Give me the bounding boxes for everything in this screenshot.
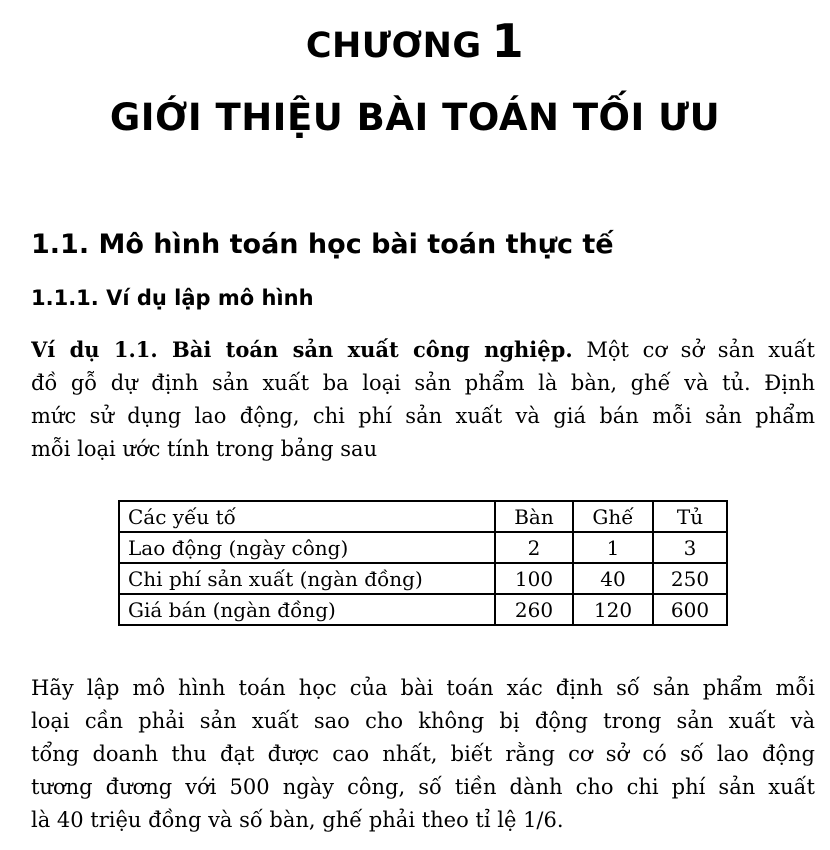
table-header-cell: Bàn [495,501,573,532]
example-line-1 [31,333,815,367]
table-cell: Giá bán (ngàn đồng) [119,594,495,625]
table-cell: 40 [573,563,653,594]
table-cell: 600 [653,594,727,625]
subsection-heading: 1.1.1. Ví dụ lập mô hình [31,286,314,310]
example-label: Ví dụ 1.1. Bài toán sản xuất công nghiệp. [31,337,573,362]
table-cell: Chi phí sản xuất (ngàn đồng) [119,563,495,594]
section-heading: 1.1. Mô hình toán học bài toán thực tế [31,229,614,260]
table-header-cell: Ghế [573,501,653,532]
table-cell: Lao động (ngày công) [119,532,495,563]
example-paragraph [31,333,815,466]
table-header-cell: Các yếu tố [119,501,495,532]
example-line-text: Một cơ sở sản xuất [572,338,815,362]
table-header-cell: Tủ [653,501,727,532]
chapter-number: 1 [491,14,525,68]
problem-line-1: Hãy lập mô hình toán học của bài toán xác định số sản phẩm mỗi [31,676,815,700]
problem-line-3: tổng doanh thu đạt được cao nhất, biết rằng cơ sở có số lao động [31,742,815,766]
table-cell: 2 [495,532,573,563]
table-cell: 260 [495,594,573,625]
chapter-heading [0,14,830,68]
table-row [119,594,727,625]
table-cell: 100 [495,563,573,594]
table-cell: 1 [573,532,653,563]
example-line-3: mức sử dụng lao động, chi phí sản xuất và giá bán mỗi sản phẩm [31,404,815,428]
table-cell: 3 [653,532,727,563]
chapter-label: CHƯƠNG [305,26,482,66]
problem-line-4: tương đương với 500 ngày công, số tiền dành cho chi phí sản xuất [31,775,815,799]
problem-line-5: là 40 triệu đồng và số bàn, ghế phải theo tỉ lệ 1/6. [31,808,564,832]
table-row [119,532,727,563]
table-header-row [119,501,727,532]
table-row [119,563,727,594]
example-line-4: mỗi loại ước tính trong bảng sau [31,437,378,461]
table-cell: 250 [653,563,727,594]
chapter-title: GIỚI THIỆU BÀI TOÁN TỐI ƯU [109,96,721,139]
problem-line-2: loại cần phải sản xuất sao cho không bị động trong sản xuất và [31,709,815,733]
example-line-2: đồ gỗ dự định sản xuất ba loại sản phẩm là bàn, ghế và tủ. Định [31,371,815,395]
table-cell: 120 [573,594,653,625]
factors-table [118,500,728,626]
problem-paragraph [31,672,815,837]
